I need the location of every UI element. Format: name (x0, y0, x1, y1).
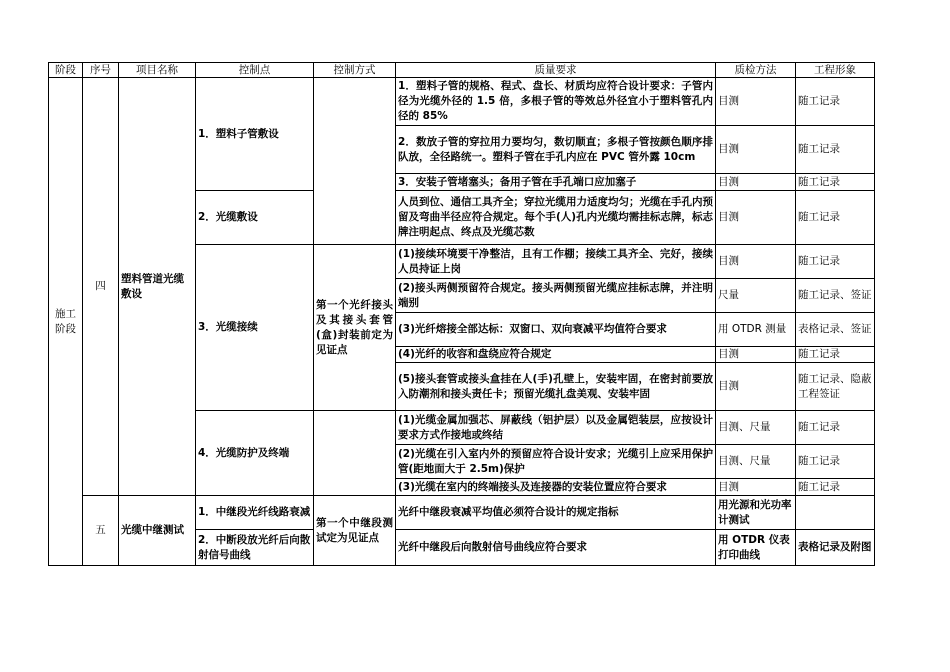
record-cell: 随工记录 (796, 245, 875, 279)
record-cell: 随工记录 (796, 445, 875, 479)
col-header-control-mode: 控制方式 (314, 63, 396, 78)
method-cell: 目测 (716, 78, 796, 126)
method-cell: 目测 (716, 363, 796, 411)
record-cell: 随工记录、隐蔽工程签证 (796, 363, 875, 411)
col-header-project: 项目名称 (119, 63, 196, 78)
requirement-cell: 3．安装子管堵塞头；备用子管在手孔端口应加塞子 (396, 174, 716, 191)
table-row (49, 78, 875, 126)
method-cell: 目测 (716, 347, 796, 363)
requirement-cell: (3)光纤熔接全部达标：双窗口、双向衰减平均值符合要求 (396, 313, 716, 347)
control-mode-cell: 第一个中继段测试定为见证点 (314, 496, 396, 566)
requirement-cell: (2)接头两侧预留符合规定。接头两侧预留光缆应挂标志牌，并注明端别 (396, 279, 716, 313)
record-cell: 随工记录 (796, 78, 875, 126)
record-cell: 随工记录 (796, 191, 875, 245)
table-row (49, 496, 875, 530)
section-name-cell: 光缆中继测试 (119, 496, 196, 566)
control-mode-cell (314, 411, 396, 496)
method-cell: 用光源和光功率计测试 (716, 496, 796, 530)
record-cell: 随工记录 (796, 126, 875, 174)
section-no-cell: 四 (83, 78, 119, 496)
col-header-control-point: 控制点 (196, 63, 314, 78)
requirement-cell: (1)光缆金属加强芯、屏蔽线（铝护层）以及金属铠装层，应按设计要求方式作接地或终结 (396, 411, 716, 445)
control-mode-cell: 第一个光纤接头及其接头套管(盒)封装前定为见证点 (314, 245, 396, 411)
record-cell: 表格记录及附图 (796, 530, 875, 566)
requirement-cell: (2)光缆在引入室内外的预留应符合设计安求；光缆引上应采用保护管(距地面大于 2.5m)保护 (396, 445, 716, 479)
requirement-cell: (5)接头套管或接头盒挂在人(手)孔壁上，安装牢固，在密封前要放入防潮剂和接头责任卡；预留光缆扎盘美观、安装牢固 (396, 363, 716, 411)
section-no-cell: 五 (83, 496, 119, 566)
record-cell: 随工记录、签证 (796, 279, 875, 313)
requirement-cell: 光纤中继段后向散射信号曲线应符合要求 (396, 530, 716, 566)
col-header-record: 工程形象 (796, 63, 875, 78)
method-cell: 用 OTDR 仪表打印曲线 (716, 530, 796, 566)
requirement-cell: 光纤中继段衰减平均值必须符合设计的规定指标 (396, 496, 716, 530)
col-header-no: 序号 (83, 63, 119, 78)
control-point-cell: 3．光缆接续 (196, 245, 314, 411)
requirement-cell: (4)光纤的收容和盘绕应符合规定 (396, 347, 716, 363)
record-cell (796, 496, 875, 530)
header-row (49, 63, 875, 78)
requirement-cell: 人员到位、通信工具齐全；穿拉光缆用力适度均匀；光缆在手孔内预留及弯曲半径应符合规定。每个手(人)孔内光缆均需挂标志牌，标志牌注明起点、终点及光缆芯数 (396, 191, 716, 245)
col-header-stage: 阶段 (49, 63, 83, 78)
method-cell: 目测 (716, 245, 796, 279)
record-cell: 随工记录 (796, 174, 875, 191)
control-point-cell: 1．中继段光纤线路衰减 (196, 496, 314, 530)
method-cell: 尺量 (716, 279, 796, 313)
section-name-cell: 塑料管道光缆敷设 (119, 78, 196, 496)
control-point-cell: 2．光缆敷设 (196, 191, 314, 245)
control-point-cell: 4．光缆防护及终端 (196, 411, 314, 496)
requirement-cell: (1)接续环境要干净整洁，且有工作棚；接续工具齐全、完好，接续人员持证上岗 (396, 245, 716, 279)
record-cell: 随工记录 (796, 411, 875, 445)
record-cell: 随工记录 (796, 479, 875, 496)
col-header-requirement: 质量要求 (396, 63, 716, 78)
quality-control-table (48, 62, 875, 566)
control-mode-cell (314, 78, 396, 245)
record-cell: 表格记录、签证 (796, 313, 875, 347)
stage-cell: 施工阶段 (49, 78, 83, 566)
method-cell: 目测、尺量 (716, 411, 796, 445)
control-point-cell: 2．中断段放光纤后向散射信号曲线 (196, 530, 314, 566)
method-cell: 目测 (716, 126, 796, 174)
method-cell: 目测 (716, 479, 796, 496)
requirement-cell: (3)光缆在室内的终端接头及连接器的安装位置应符合要求 (396, 479, 716, 496)
control-point-cell: 1．塑料子管敷设 (196, 78, 314, 191)
record-cell: 随工记录 (796, 347, 875, 363)
requirement-cell: 2．数放子管的穿拉用力要均匀，数切顺直；多根子管按颜色顺序排队放，全径路统一。塑料子管在手孔内应在 PVC 管外露 10cm (396, 126, 716, 174)
method-cell: 目测 (716, 191, 796, 245)
requirement-cell: 1．塑料子管的规格、程式、盘长、材质均应符合设计要求：子管内径为光缆外径的 1.5 倍，多根子管的等效总外径宜小于塑料管孔内径的 85% (396, 78, 716, 126)
method-cell: 目测、尺量 (716, 445, 796, 479)
method-cell: 目测 (716, 174, 796, 191)
method-cell: 用 OTDR 测量 (716, 313, 796, 347)
col-header-method: 质检方法 (716, 63, 796, 78)
